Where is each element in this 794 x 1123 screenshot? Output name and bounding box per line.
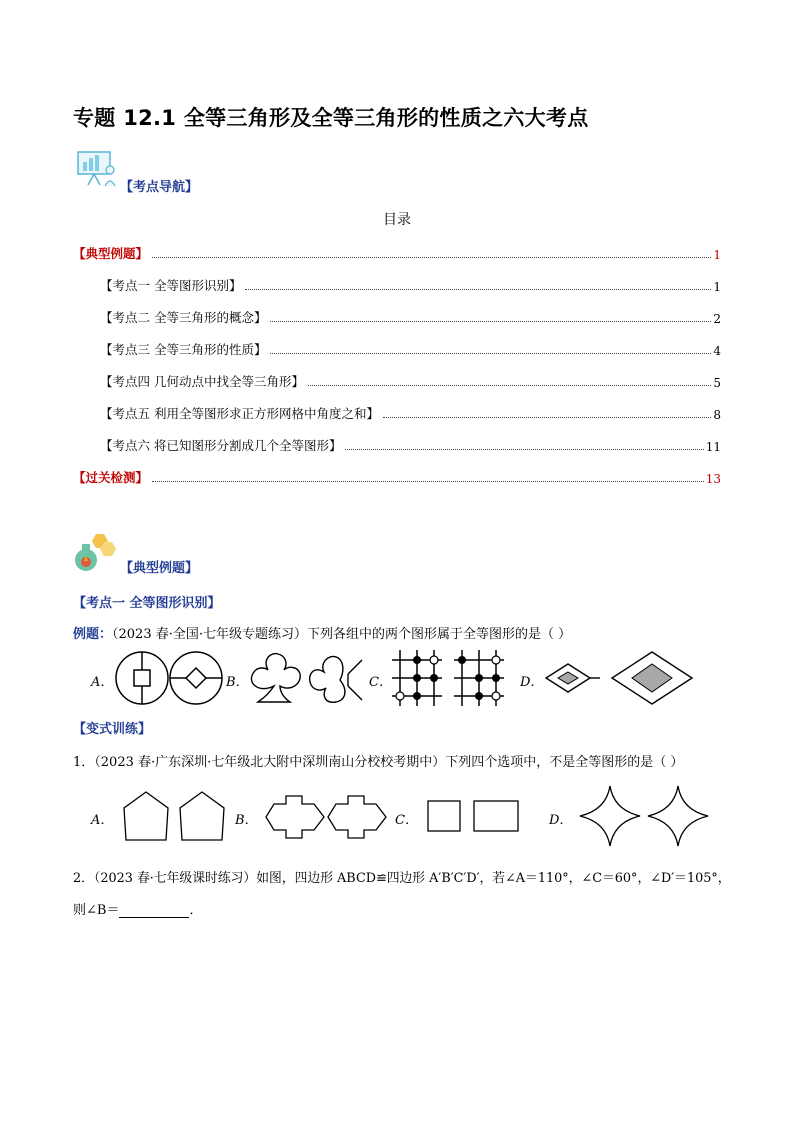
flask-icon — [72, 532, 118, 574]
example-option-c-figure — [388, 648, 510, 708]
toc-page-number: 8 — [713, 408, 721, 422]
nav-heading: 【考点导航】 — [120, 180, 199, 195]
example-option-c-label: C． — [369, 675, 392, 690]
example-option-b-figure — [244, 650, 366, 706]
toc-leader-dots — [308, 385, 711, 386]
toc-page-number: 2 — [713, 312, 721, 326]
toc-leader-dots — [383, 417, 711, 418]
toc-entry[interactable] — [100, 308, 721, 326]
example-question — [73, 623, 571, 642]
page-title: 专题 12.1 全等三角形及全等三角形的性质之六大考点 — [73, 106, 589, 130]
toc-page-number: 1 — [713, 280, 721, 294]
toc-entry[interactable] — [100, 404, 721, 422]
section-heading-typical-examples: 【典型例题】 — [120, 561, 199, 576]
toc-entry-label: 【典型例题】 — [73, 246, 149, 261]
toc-entry-label: 【考点二 全等三角形的概念】 — [100, 310, 267, 325]
toc-entry-label: 【考点五 利用全等图形求正方形网格中角度之和】 — [100, 406, 379, 421]
toc-page-number: 13 — [705, 472, 721, 486]
toc-entry-label: 【考点三 全等三角形的性质】 — [100, 342, 267, 357]
toc-heading: 目录 — [383, 212, 411, 228]
q1-option-c-label: C． — [395, 813, 418, 828]
toc-leader-dots — [152, 481, 704, 482]
example-option-a-figure — [112, 648, 224, 708]
question-1: 1．（2023 春·广东深圳·七年级北大附中深圳南山分校校考期中）下列四个选项中，不是全等图形的是（ ） — [73, 755, 684, 770]
q1-option-b-figure — [262, 794, 388, 840]
toc-entry[interactable] — [73, 468, 721, 486]
q1-option-a-figure — [120, 790, 232, 844]
presentation-board-icon — [74, 148, 118, 188]
toc-entry[interactable] — [100, 340, 721, 358]
q1-option-c-figure — [424, 798, 524, 834]
example-option-b-label: B． — [226, 675, 249, 690]
toc-entry-label: 【考点六 将已知图形分割成几个全等图形】 — [100, 438, 342, 453]
toc-page-number: 5 — [713, 376, 721, 390]
question-2-line1: 2．（2023 春·七年级课时练习）如图，四边形 ABCD≌四边形 A′B′C′D′，若∠A＝110°，∠C＝60°，∠D′＝105°， — [73, 871, 731, 886]
topic1-heading: 【考点一 全等图形识别】 — [73, 596, 221, 611]
example-text: （2023 春·全国·七年级专题练习）下列各组中的两个图形属于全等图形的是（ ） — [112, 627, 572, 642]
toc-leader-dots — [270, 321, 711, 322]
toc-page-number: 1 — [713, 248, 721, 262]
toc-entry-label: 【考点四 几何动点中找全等三角形】 — [100, 374, 304, 389]
q1-option-d-figure — [578, 784, 712, 848]
example-option-d-label: D． — [520, 675, 544, 690]
question-2-prefix: 则∠B＝ — [73, 903, 120, 918]
toc-leader-dots — [245, 289, 711, 290]
q1-option-b-label: B． — [235, 813, 258, 828]
q1-option-a-label: A． — [91, 813, 114, 828]
toc-page-number: 4 — [713, 344, 721, 358]
answer-blank[interactable] — [119, 905, 189, 918]
example-option-d-figure — [540, 650, 700, 706]
toc-entry[interactable] — [100, 276, 721, 294]
toc-entry-label: 【过关检测】 — [73, 470, 149, 485]
toc-leader-dots — [345, 449, 703, 450]
variant-training-heading: 【变式训练】 — [73, 722, 152, 737]
toc-page-number: 11 — [705, 440, 721, 454]
toc-entry[interactable] — [100, 372, 721, 390]
example-option-a-label: A． — [91, 675, 114, 690]
toc-leader-dots — [152, 257, 711, 258]
question-2-suffix: ． — [189, 903, 203, 918]
example-prefix: 例题： — [73, 627, 113, 642]
toc-entry-label: 【考点一 全等图形识别】 — [100, 278, 242, 293]
q1-option-d-label: D． — [549, 813, 573, 828]
question-2-line2 — [73, 899, 202, 918]
toc-entry[interactable] — [73, 244, 721, 262]
toc-entry[interactable] — [100, 436, 721, 454]
toc-leader-dots — [270, 353, 711, 354]
